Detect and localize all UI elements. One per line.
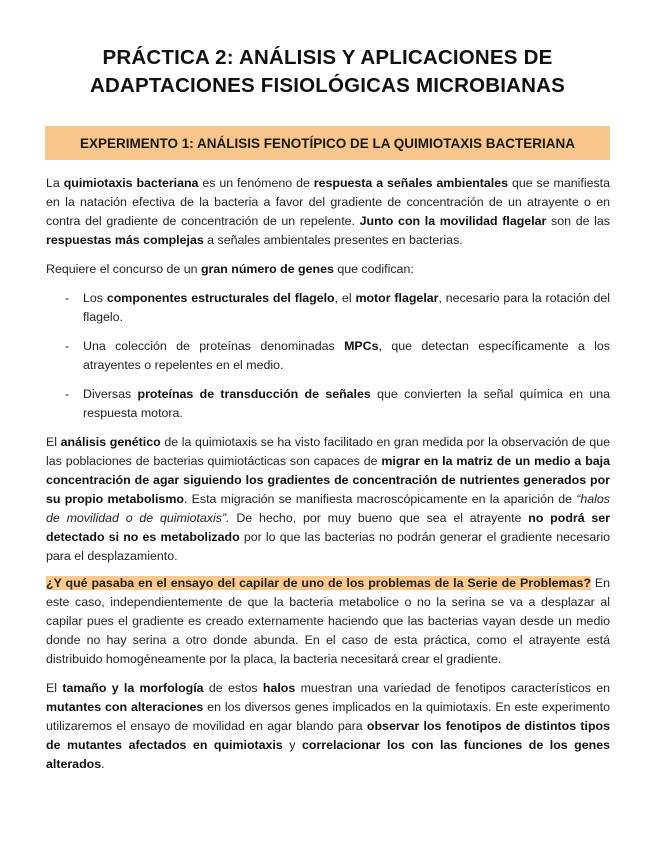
text: y	[282, 738, 302, 752]
text: a señales ambientales presentes en bacterias.	[203, 233, 463, 247]
text: . Esta migración se manifiesta macroscópicamente en la aparición de	[183, 492, 577, 506]
text: .	[101, 757, 105, 771]
bold-text: análisis genético	[60, 435, 161, 449]
text: que se manifiesta en la natación efectiva de la bacteria a favor del gradiente de concentración de un atrayente o en contra del gradiente de concentración de un repelente.	[46, 176, 610, 228]
paragraph-intro	[46, 174, 610, 250]
title-line-2: ADAPTACIONES FISIOLÓGICAS MICROBIANAS	[89, 74, 566, 97]
text: son de las	[546, 214, 610, 228]
bold-text: tamaño y la morfología	[62, 681, 204, 695]
bold-text: respuesta a señales ambientales	[313, 176, 509, 190]
text: Los	[83, 291, 107, 305]
list-item	[46, 385, 610, 423]
text: El	[46, 681, 63, 695]
title-line-1: PRÁCTICA 2: ANÁLISIS Y APLICACIONES DE	[102, 46, 553, 69]
text: de la quimiotaxis se ha visto facilitado en gran medida por la observación de que las poblaciones de bacterias quimiotácticas son capaces de	[46, 435, 610, 468]
text: de estos	[203, 681, 263, 695]
bold-text: motor flagelar	[355, 291, 439, 305]
text: En este caso, independientemente de que la bacteria metabolice o no la serina se va a desplazar al capilar pues el gradiente es creado externamente haciendo que las bacterias vayan desde un medio donde no hay serina a otro donde abunda. En el caso de esta práctica, como el atrayente está distribuido homogéneamente por la placa, la bacteria necesitará crear el gradiente.	[46, 576, 610, 666]
genes-list	[46, 289, 610, 327]
text: , necesario para la rotación del flagelo.	[83, 291, 610, 324]
text: que convierten la señal química en una respuesta motora.	[83, 387, 611, 420]
section-banner	[45, 126, 610, 160]
bold-text: componentes estructurales del flagelo	[106, 291, 335, 305]
bold-text: Junto con la movilidad flagelar	[359, 214, 547, 228]
dash-bullet: -	[65, 339, 70, 353]
paragraph-genes-intro	[46, 260, 610, 279]
bold-text: respuestas más complejas	[46, 233, 204, 247]
text: por lo que las bacterias no podrán generar el gradiente necesario para el desplazamiento.	[46, 530, 610, 563]
bold-text: observar los fenotipos de distintos tipos de mutantes afectados en quimiotaxis	[46, 719, 610, 752]
text: , el	[334, 291, 356, 305]
paragraph-capillary-question	[46, 574, 610, 669]
bold-text: mutantes con alteraciones	[46, 700, 204, 714]
genes-list	[46, 337, 610, 375]
section-heading: EXPERIMENTO 1: ANÁLISIS FENOTÍPICO DE LA QUIMIOTAXIS BACTERIANA	[79, 135, 576, 151]
paragraph-genetic-analysis	[46, 433, 610, 566]
list-item	[46, 289, 610, 327]
bold-text: MPCs	[344, 339, 379, 353]
text: que codifican:	[333, 262, 414, 276]
italic-text: “halos de movilidad o de quimiotaxis”.	[46, 492, 610, 525]
text: La	[46, 176, 64, 190]
bold-text: proteínas de transducción de señales	[137, 387, 371, 401]
dash-bullet: -	[65, 387, 70, 401]
text: Requiere el concurso de un	[46, 262, 201, 276]
dash-bullet: -	[65, 291, 70, 305]
text: muestran una variedad de fenotipos característicos en	[295, 681, 610, 695]
highlighted-question: ¿Y qué pasaba en el ensayo del capilar de uno de los problemas de la Serie de Problemas?	[46, 576, 591, 590]
text: Diversas	[83, 387, 138, 401]
text: De hecho, por muy bueno que sea el atrayente	[229, 511, 529, 525]
text: es un fenómeno de	[198, 176, 314, 190]
bold-text: gran número de genes	[200, 262, 334, 276]
text: en los diversos genes implicados en la quimiotaxis. En este experimento utilizaremos el ensayo de movilidad en agar blando para	[46, 700, 611, 733]
bold-text: halos	[262, 681, 296, 695]
genes-list	[46, 385, 610, 423]
text: , que detectan específicamente a los atrayentes o repelentes en el medio.	[83, 339, 610, 372]
bold-text: correlacionar los con las funciones de los genes alterados	[46, 738, 610, 771]
page-title	[40, 44, 615, 100]
bold-text: quimiotaxis bacteriana	[63, 176, 199, 190]
text: Una colección de proteínas denominadas	[83, 339, 345, 353]
text: El	[46, 435, 61, 449]
paragraph-halo-phenotypes	[46, 679, 610, 774]
bold-text: migrar en la matriz de un medio a baja concentración de agar siguiendo los gradientes de concentración de nutrientes generados por su propio metabolismo	[46, 454, 610, 506]
bold-text: no podrá ser detectado si no es metabolizado	[46, 511, 610, 544]
list-item	[46, 337, 610, 375]
